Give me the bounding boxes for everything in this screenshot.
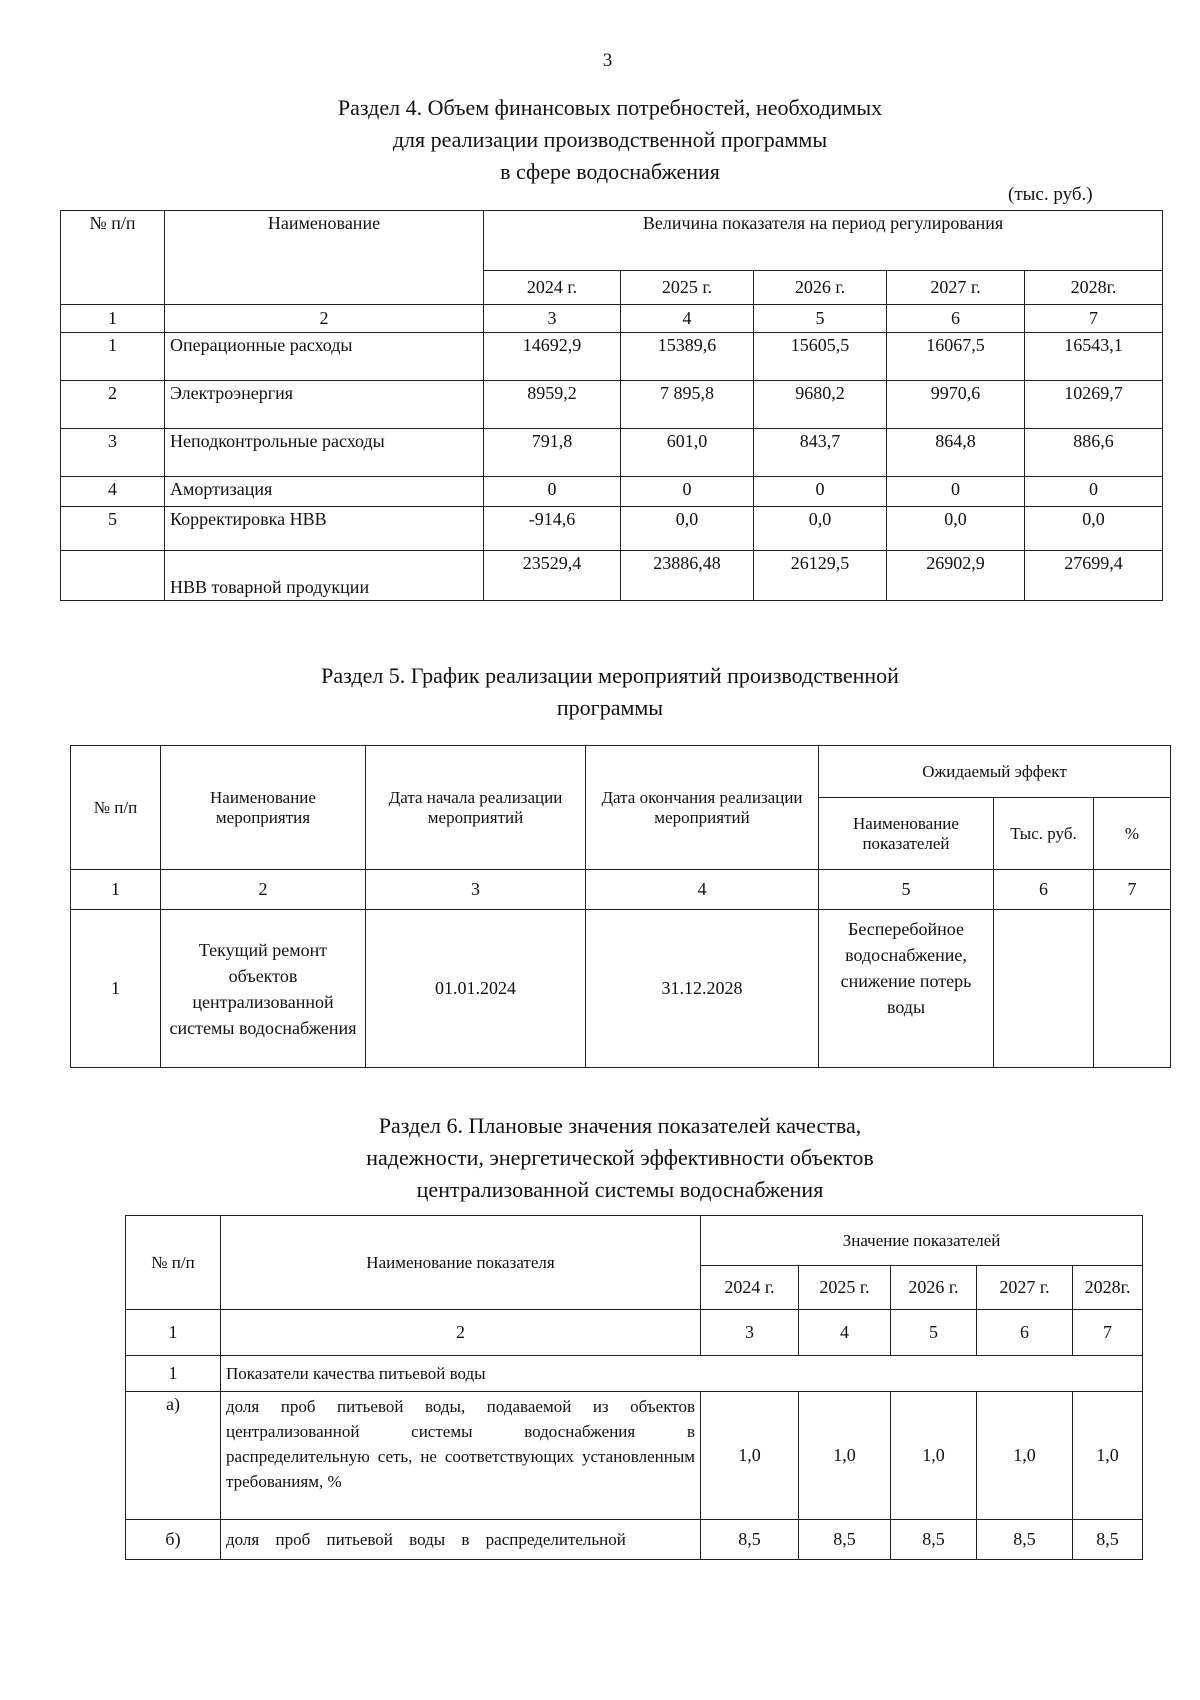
row-name: Электроэнергия — [165, 381, 484, 429]
header-name: Наименование мероприятия — [161, 746, 366, 870]
header-year: 2027 г. — [887, 271, 1025, 305]
title-line: Раздел 4. Объем финансовых потребностей, необходимых — [337, 95, 883, 120]
header-effect: Ожидаемый эффект — [819, 746, 1171, 798]
section6-title — [240, 1110, 1000, 1206]
header-year: 2028г. — [1073, 1266, 1143, 1310]
row-value: 0,0 — [754, 507, 887, 551]
row-num: 3 — [61, 429, 165, 477]
row-num: 1 — [71, 910, 161, 1068]
col-number: 4 — [799, 1310, 891, 1356]
row-value: 1,0 — [891, 1392, 977, 1520]
header-year: 2026 г. — [891, 1266, 977, 1310]
section4-unit: (тыс. руб.) — [1008, 184, 1093, 205]
col-number: 1 — [61, 305, 165, 333]
row-value: 15605,5 — [754, 333, 887, 381]
header-effect-rub: Тыс. руб. — [994, 798, 1094, 870]
row-value: 8,5 — [891, 1520, 977, 1560]
row-value: 1,0 — [799, 1392, 891, 1520]
row-effect: Бесперебойное водоснабжение, снижение потерь воды — [819, 910, 994, 1068]
row-value: 23886,48 — [621, 551, 754, 601]
row-value: 791,8 — [484, 429, 621, 477]
row-num: 5 — [61, 507, 165, 551]
col-number: 5 — [754, 305, 887, 333]
col-number: 1 — [126, 1310, 221, 1356]
col-number: 3 — [701, 1310, 799, 1356]
table-row — [61, 507, 1163, 551]
row-name: Операционные расходы — [165, 333, 484, 381]
row-pct — [1094, 910, 1171, 1068]
table-row — [126, 1392, 1143, 1520]
col-number: 4 — [586, 870, 819, 910]
row-rub — [994, 910, 1094, 1068]
quality-indicators-table — [125, 1215, 1143, 1560]
row-start: 01.01.2024 — [366, 910, 586, 1068]
group-row — [126, 1356, 1143, 1392]
row-num: 2 — [61, 381, 165, 429]
header-end: Дата окончания реализации мероприятий — [586, 746, 819, 870]
row-name: Текущий ремонт объектов централизованной системы водоснабжения — [161, 910, 366, 1068]
row-value: 0,0 — [887, 507, 1025, 551]
row-value: 15389,6 — [621, 333, 754, 381]
col-number: 2 — [161, 870, 366, 910]
row-name: доля проб питьевой воды в распределительной — [221, 1520, 701, 1560]
title-line: централизованной системы водоснабжения — [416, 1177, 824, 1202]
row-end: 31.12.2028 — [586, 910, 819, 1068]
page-number: 3 — [602, 50, 613, 71]
row-value: 0 — [621, 477, 754, 507]
row-name: НВВ товарной продукции — [165, 551, 484, 601]
row-value: 9970,6 — [887, 381, 1025, 429]
column-numbers-row — [71, 870, 1171, 910]
row-value: 843,7 — [754, 429, 887, 477]
table-row — [61, 381, 1163, 429]
table-row — [61, 477, 1163, 507]
col-number: 7 — [1094, 870, 1171, 910]
row-value: 0 — [887, 477, 1025, 507]
row-value: 8,5 — [977, 1520, 1073, 1560]
row-value: 16067,5 — [887, 333, 1025, 381]
row-value: 1,0 — [977, 1392, 1073, 1520]
row-name: Корректировка НВВ — [165, 507, 484, 551]
header-period: Величина показателя на период регулирования — [484, 211, 1163, 271]
table-row — [61, 333, 1163, 381]
title-line: для реализации производственной программы — [392, 127, 828, 152]
col-number: 6 — [994, 870, 1094, 910]
row-value: 0,0 — [621, 507, 754, 551]
col-number: 5 — [891, 1310, 977, 1356]
header-year: 2024 г. — [484, 271, 621, 305]
header-start: Дата начала реализации мероприятий — [366, 746, 586, 870]
row-value: 8,5 — [701, 1520, 799, 1560]
row-value: 23529,4 — [484, 551, 621, 601]
row-value: 601,0 — [621, 429, 754, 477]
table-row — [126, 1520, 1143, 1560]
section4-title — [250, 92, 970, 188]
col-number: 3 — [366, 870, 586, 910]
row-value: 27699,4 — [1025, 551, 1163, 601]
col-number: 6 — [887, 305, 1025, 333]
title-line: Раздел 5. График реализации мероприятий производственной — [321, 663, 899, 688]
col-number: 7 — [1073, 1310, 1143, 1356]
schedule-table — [70, 745, 1171, 1068]
group-num: 1 — [126, 1356, 221, 1392]
col-number: 1 — [71, 870, 161, 910]
row-value: 886,6 — [1025, 429, 1163, 477]
table-row — [71, 910, 1171, 1068]
row-num — [61, 551, 165, 601]
row-value: 9680,2 — [754, 381, 887, 429]
header-num: № п/п — [126, 1216, 221, 1310]
col-number: 2 — [221, 1310, 701, 1356]
row-value: -914,6 — [484, 507, 621, 551]
header-year: 2026 г. — [754, 271, 887, 305]
title-line: программы — [556, 695, 664, 720]
col-number: 6 — [977, 1310, 1073, 1356]
col-number: 5 — [819, 870, 994, 910]
row-name: Амортизация — [165, 477, 484, 507]
header-year: 2025 г. — [621, 271, 754, 305]
header-effect-name: Наименование показателей — [819, 798, 994, 870]
row-value: 26902,9 — [887, 551, 1025, 601]
header-name: Наименование — [165, 211, 484, 305]
row-value: 0 — [1025, 477, 1163, 507]
section5-title — [230, 660, 990, 724]
row-value: 0,0 — [1025, 507, 1163, 551]
row-name: Неподконтрольные расходы — [165, 429, 484, 477]
row-value: 10269,7 — [1025, 381, 1163, 429]
col-number: 3 — [484, 305, 621, 333]
financial-needs-table — [60, 210, 1163, 601]
title-line: Раздел 6. Плановые значения показателей качества, — [378, 1113, 862, 1138]
table-row — [61, 429, 1163, 477]
header-effect-pct: % — [1094, 798, 1171, 870]
col-number: 7 — [1025, 305, 1163, 333]
header-num: № п/п — [71, 746, 161, 870]
row-num: 4 — [61, 477, 165, 507]
row-value: 8,5 — [799, 1520, 891, 1560]
row-value: 8959,2 — [484, 381, 621, 429]
header-year: 2027 г. — [977, 1266, 1073, 1310]
header-num: № п/п — [61, 211, 165, 305]
header-name: Наименование показателя — [221, 1216, 701, 1310]
row-name: доля проб питьевой воды, подаваемой из объектов централизованной системы водоснабжения в распределительную сеть, не соответствующих установленным требованиям, % — [221, 1392, 701, 1520]
row-value: 0 — [754, 477, 887, 507]
row-value: 864,8 — [887, 429, 1025, 477]
row-value: 1,0 — [701, 1392, 799, 1520]
col-number: 2 — [165, 305, 484, 333]
column-numbers-row — [126, 1310, 1143, 1356]
title-line: надежности, энергетической эффективности объектов — [366, 1145, 874, 1170]
row-num: б) — [126, 1520, 221, 1560]
row-value: 14692,9 — [484, 333, 621, 381]
header-year: 2025 г. — [799, 1266, 891, 1310]
row-value: 7 895,8 — [621, 381, 754, 429]
group-name: Показатели качества питьевой воды — [221, 1356, 1143, 1392]
header-values: Значение показателей — [701, 1216, 1143, 1266]
column-numbers-row — [61, 305, 1163, 333]
row-num: а) — [126, 1392, 221, 1520]
row-value: 1,0 — [1073, 1392, 1143, 1520]
row-num: 1 — [61, 333, 165, 381]
row-value: 26129,5 — [754, 551, 887, 601]
header-year: 2028г. — [1025, 271, 1163, 305]
col-number: 4 — [621, 305, 754, 333]
table-row-total — [61, 551, 1163, 601]
row-value: 16543,1 — [1025, 333, 1163, 381]
row-value: 0 — [484, 477, 621, 507]
header-year: 2024 г. — [701, 1266, 799, 1310]
row-value: 8,5 — [1073, 1520, 1143, 1560]
title-line: в сфере водоснабжения — [500, 159, 720, 184]
